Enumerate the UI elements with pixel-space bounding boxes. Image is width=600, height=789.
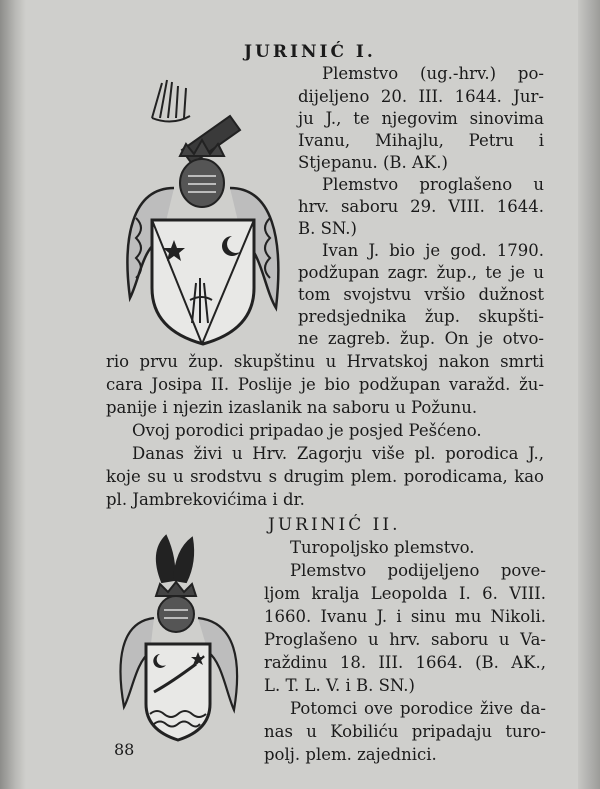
text-line: predsjednika žup. skupšti- <box>298 307 544 326</box>
text-line: Danas živi u Hrv. Zagorju više pl. porodica J., <box>132 444 544 463</box>
text-line: panije i njezin izaslanik na saboru u Požunu. <box>106 398 478 417</box>
coat-of-arms-jurinic-1-icon <box>112 78 292 348</box>
text-line: rio prvu žup. skupštinu u Hrvatskoj nakon smrti <box>106 352 544 371</box>
text-line: pl. Jambrekovićima i dr. <box>106 490 305 509</box>
text-line: nas u Kobiliću pripadaju turo- <box>264 722 546 741</box>
text-line: ljom kralja Leopolda I. 6. VIII. <box>264 584 546 603</box>
text-line: L. T. L. V. i B. SN.) <box>264 676 415 695</box>
text-line: koje su u srodstvu s drugim plem. porodicama, kao <box>106 467 544 486</box>
text-line: Proglašeno u hrv. saboru u Va- <box>264 630 546 649</box>
text-line: cara Josipa II. Poslije je bio podžupan varažd. žu- <box>106 375 544 394</box>
text-line: podžupan zagr. žup., te je u <box>298 263 544 282</box>
text-line: tom svojstvu vršio dužnost <box>298 285 544 304</box>
page-number: 88 <box>114 740 135 759</box>
text-line: Plemstvo proglašeno u <box>322 175 544 194</box>
page-edge-shadow <box>578 0 600 789</box>
section-heading: JURINIĆ I. <box>244 42 376 62</box>
text-line: Turopoljsko plemstvo. <box>290 538 475 557</box>
text-line: Ivanu, Mihajlu, Petru i <box>298 131 544 150</box>
text-line: dijeljeno 20. III. 1644. Jur- <box>298 87 544 106</box>
text-line: Stjepanu. (B. AK.) <box>298 153 448 172</box>
text-line: ju J., te njegovim sinovima <box>298 109 544 128</box>
text-line: Ivan J. bio je god. 1790. <box>322 241 544 260</box>
coat-of-arms-jurinic-2-icon <box>110 532 252 744</box>
text-line: raždinu 18. III. 1664. (B. AK., <box>264 653 546 672</box>
text-line: Ovoj porodici pripadao je posjed Pešćeno. <box>132 421 482 440</box>
book-spine-shadow <box>0 0 26 789</box>
text-line: ne zagreb. žup. On je otvo- <box>298 329 544 348</box>
section-heading: JURINIĆ II. <box>268 515 401 535</box>
text-line: polj. plem. zajednici. <box>264 745 437 764</box>
text-line: Potomci ove porodice žive da- <box>290 699 546 718</box>
text-line: Plemstvo podijeljeno pove- <box>290 561 546 580</box>
text-line: B. SN.) <box>298 219 357 238</box>
text-line: hrv. saboru 29. VIII. 1644. <box>298 197 544 216</box>
text-line: 1660. Ivanu J. i sinu mu Nikoli. <box>264 607 546 626</box>
text-line: Plemstvo (ug.-hrv.) po- <box>322 64 544 83</box>
